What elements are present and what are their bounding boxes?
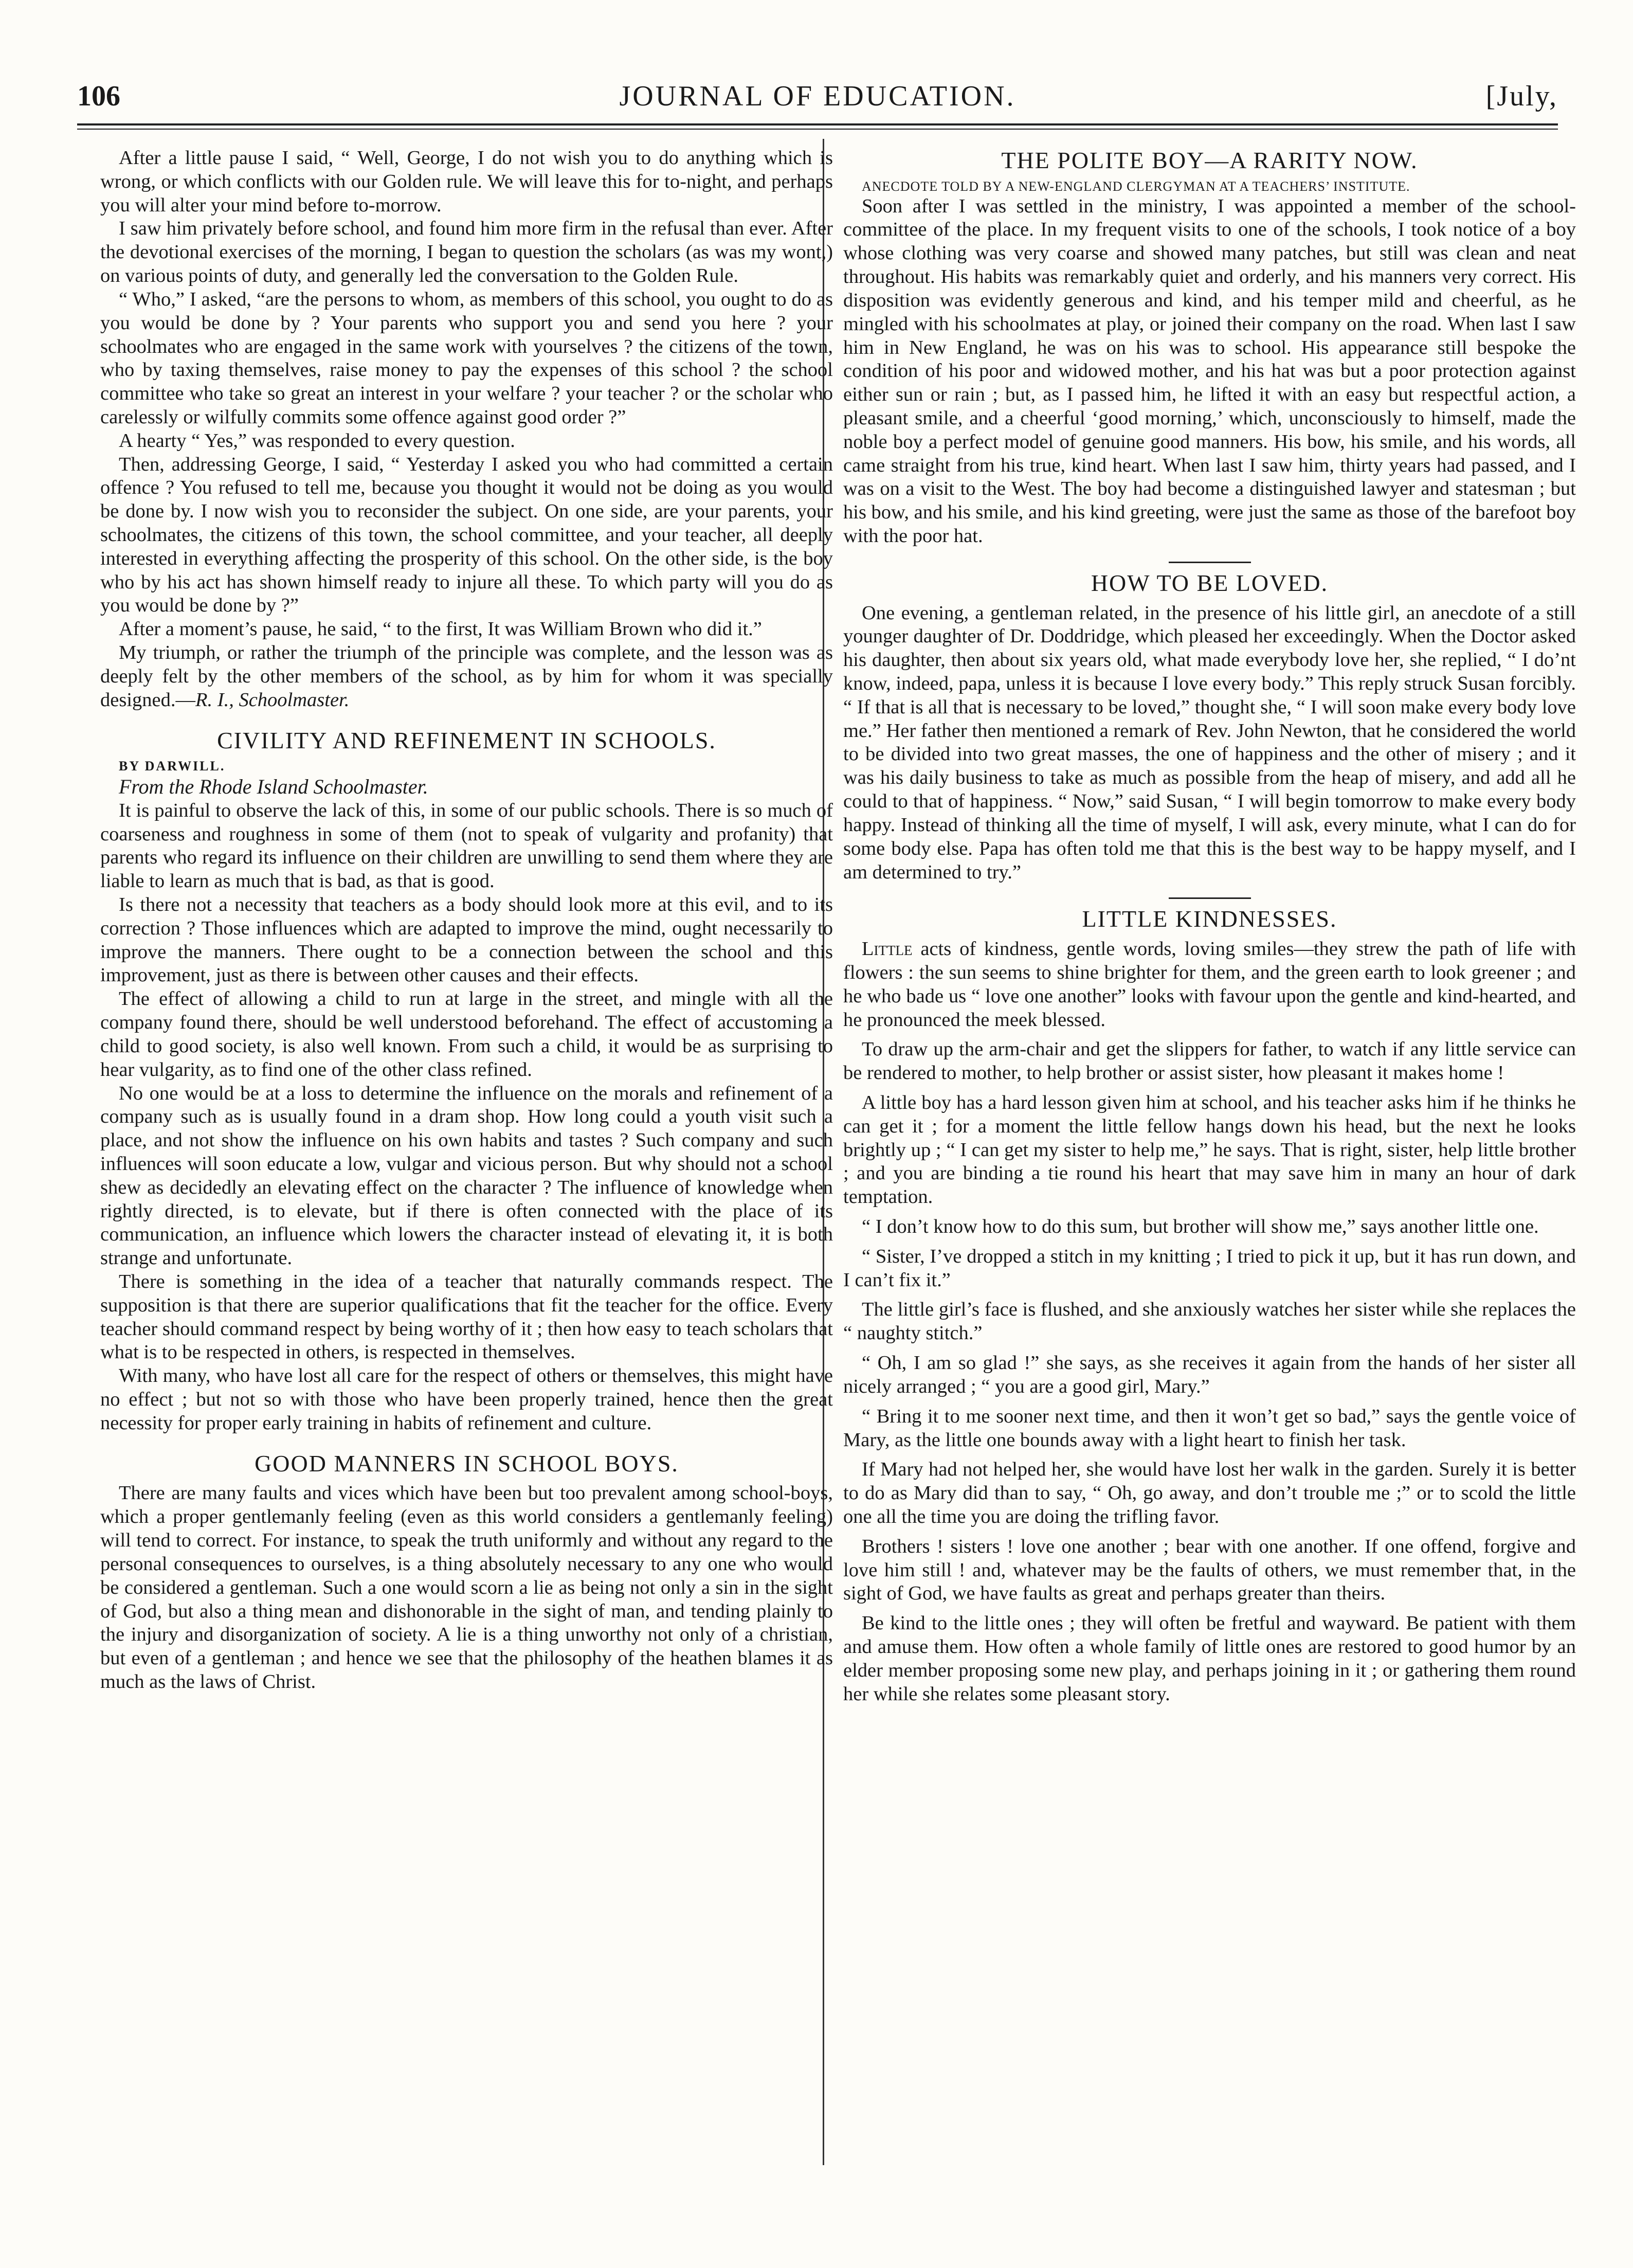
article-title: HOW TO BE LOVED. [1091, 569, 1329, 596]
section-rule [1169, 562, 1251, 563]
header-month: [July, [1485, 80, 1558, 112]
article-paragraph: The effect of allowing a child to run at large in the street, and mingle with all the company found there, should be well understood beforehand. The effect of accustoming a child to good society, is also well known. From such a child, it would be as surprising to hear vulgarity, as to find one of the other class refined. [100, 988, 833, 1081]
article-paragraph: “ Oh, I am so glad !” she says, as she receives it again from the hands of her sister all nicely arranged ; “ you are a good girl, Mary.” [843, 1352, 1576, 1397]
article-paragraph: Be kind to the little ones ; they will often be fretful and wayward. Be patient with them and amuse them. How often a whole family of little ones are restored to good humor by an elder member proposing some new play, and perhaps joining in it ; or gathering them round her while she relates some pleasant story. [843, 1612, 1576, 1705]
article-paragraph: “ I don’t know how to do this sum, but brother will show me,” says another little one. [862, 1216, 1539, 1238]
story-paragraph: “ Who,” I asked, “are the persons to whom, as members of this school, you ought to do as you would be done by ? Your parents who support you and send you here ? your schoolmates who are engaged in the same work with yourselves ? the citizens of the town, who by taxing themselves, raise money to pay the expenses of this school ? the school committee who take so great an interest in your welfare ? your teacher ? or the scholar who carelessly or wilfully commits some offence against good order ?” [100, 288, 833, 428]
section-rule [1169, 897, 1251, 899]
story-continuation [100, 147, 833, 712]
article-paragraph: “ Sister, I’ve dropped a stitch in my knitting ; I tried to pick it up, but it has run down, and I can’t fix it.” [843, 1245, 1576, 1291]
header-rule-thin [77, 129, 1558, 130]
lead-paragraph-text: acts of kindness, gentle words, loving smiles—they strew the path of life with flowers : the sun seems to shine brighter for them, and the green earth to look greener ; and he who bade us “ love one another” looks with favour upon the gentle and kind-hearted, and he pronounced the meek blessed. [843, 938, 1576, 1031]
story-signature: R. I., Schoolmaster. [195, 689, 350, 711]
story-paragraph: I saw him privately before school, and found him more firm in the refusal than ever. After the devotional exercises of the morning, I began to question the scholars (as was my wont,) on various points of duty, and generally led the conversation to the Golden Rule. [100, 218, 833, 287]
article-title: GOOD MANNERS IN SCHOOL BOYS. [255, 1450, 679, 1477]
article-paragraph: Brothers ! sisters ! love one another ; bear with one another. If one offend, forgive and love him still ! and, whatever may be the faults of others, we must remember that, in the sight of God, we have faults as great and perhaps greater than theirs. [843, 1535, 1576, 1605]
story-paragraph: A hearty “ Yes,” was responded to every question. [119, 429, 515, 452]
article-paragraph: It is painful to observe the lack of this, in some of our public schools. There is so much of coarseness and roughness in some of them (not to speak of vulgarity and profanity) that parents who regard its influence on their children are unwilling to send them where they are liable to learn as much that is bad, as that is good. [100, 799, 833, 892]
article-paragraph: To draw up the arm-chair and get the slippers for father, to watch if any little service can be rendered to mother, to help brother or assist sister, how pleasant it makes home ! [843, 1038, 1576, 1084]
article-paragraph: There are many faults and vices which have been but too prevalent among school-boys, which a proper gentlemanly feeling (even as this world considers a gentlemanly feeling) will tend to correct. For instance, to speak the truth uniformly and without any regard to the personal consequences to ourselves, is a thing absolutely necessary to any one who would be considered a gentleman. Such a one would scorn a lie as being not only a sin in the sight of God, but also a thing mean and dishonorable in the sight of man, and tending plainly to the injury and disorganization of society. A lie is a thing unworthy not only of a christian, but even of a gentleman ; and hence we see that the philosophy of the heathen blames it as much as the laws of Christ. [100, 1482, 833, 1693]
article-byline: BY DARWILL. [119, 759, 226, 774]
article-paragraph: “ Bring it to me sooner next time, and then it won’t get so bad,” says the gentle voice of Mary, as the little one bounds away with a light heart to finish her task. [843, 1405, 1576, 1451]
article-paragraph: If Mary had not helped her, she would have lost her walk in the garden. Surely it is better to do as Mary did than to say, “ Oh, go away, and don’t trouble me ;” or to scold the little one all the time you are doing the trifling favor. [843, 1459, 1576, 1527]
running-header [77, 77, 1558, 123]
article-paragraph: Is there not a necessity that teachers as a body should look more at this evil, and to its correction ? Those influences which are adapted to improve the mind, ought necessarily to improve the manners. There ought to be a connection between the school and this improvement, just as there is between other causes and their effects. [100, 894, 833, 986]
article-title: CIVILITY AND REFINEMENT IN SCHOOLS. [217, 727, 716, 753]
right-column [843, 147, 1576, 2163]
story-paragraph: After a moment’s pause, he said, “ to the first, It was William Brown who did it.” [119, 618, 762, 640]
article-how-to-be-loved [843, 569, 1576, 884]
journal-title: JOURNAL OF EDUCATION. [619, 80, 1016, 112]
article-paragraph: There is something in the idea of a teacher that naturally commands respect. The supposition is that there are superior qualifications that fit the teacher for the office. Every teacher should command respect by being worthy of it ; then how easy to teach scholars that what is to be respected in others, is respected in themselves. [100, 1271, 833, 1363]
article-civility [100, 727, 833, 1435]
article-good-manners [100, 1450, 833, 1694]
story-paragraph: After a little pause I said, “ Well, George, I do not wish you to do anything which is wrong, or which conflicts with our Golden rule. We will leave this for to-night, and perhaps you will alter your mind before to-morrow. [100, 147, 833, 216]
article-paragraph: With many, who have lost all care for the respect of others or themselves, this might have no effect ; but not so with those who have been properly trained, hence then the great necessity for proper early training in habits of refinement and culture. [100, 1365, 833, 1434]
page-number: 106 [77, 80, 120, 112]
story-paragraph: Then, addressing George, I said, “ Yesterday I asked you who had committed a certain offence ? You refused to tell me, because you thought it would not be doing as you would be done by. I now wish you to reconsider the subject. On one side, are your parents, your schoolmates, the citizens of this town, the school committee, and your teacher, all deeply interested in everything affecting the prosperity of this school. On the other side, is the boy who by his act has shown himself ready to injure all these. To which party will you do as you would be done by ?” [100, 453, 833, 617]
article-paragraph: No one would be at a loss to determine the influence on the morals and refinement of a company such as is usually found in a dram shop. How long could a youth visit such a place, and not show the influence on his own habits and tastes ? Such company and such influences will soon educate a low, vulgar and vicious person. But why should not a school shew as decidedly an elevating effect on the character ? The influence of knowledge when rightly directed, is to elevate, but if there is often connected with the place of its communication, an influence which lowers the character instead of elevating it, it is both strange and unfortunate. [100, 1082, 833, 1269]
article-little-kindnesses [843, 905, 1576, 1706]
article-title: LITTLE KINDNESSES. [1082, 906, 1337, 932]
article-paragraph [843, 938, 1576, 1032]
article-paragraph: One evening, a gentleman related, in the presence of his little girl, an anecdote of a still younger daughter of Dr. Doddridge, which pleased her exceedingly. When the Doctor asked his daughter, then about six years old, what made everybody love her, she replied, “ I do’nt know, indeed, papa, unless it is because I love every body.” This reply struck Susan forcibly. “ If that is all that is necessary to be loved,” thought she, “ I will soon make every body love me.” Her father then mentioned a remark of Rev. John Newton, that he considered the world to be divided into two great masses, the one of happiness and the other of misery ; and it was his daily business to take as much as possible from the heap of misery, and add all he could to that of happiness. “ Now,” said Susan, “ I will begin tomorrow to make every body happy. Instead of thinking all the time of myself, I will ask, every minute, what I can do for some body else. Papa has often told me that this is the best way to be happy myself, and I am determined to try.” [843, 602, 1576, 883]
article-paragraph: The little girl’s face is flushed, and she anxiously watches her sister while she replaces the “ naughty stitch.” [843, 1299, 1576, 1344]
article-title: THE POLITE BOY—A RARITY NOW. [1001, 147, 1418, 173]
story-final-text: My triumph, or rather the triumph of the principle was complete, and the lesson was as deeply felt by the other members of the school, as by him for whom it was specially designed.— [100, 642, 833, 711]
left-column [100, 147, 833, 2163]
lead-word: Little [862, 938, 913, 960]
article-polite-boy [843, 147, 1576, 548]
article-subtitle: ANECDOTE TOLD BY A NEW-ENGLAND CLERGYMAN AT A TEACHERS’ INSTITUTE. [862, 178, 1410, 194]
article-paragraph: Soon after I was settled in the ministry, I was appointed a member of the school-committee of the place. In my frequent visits to one of the schools, I took notice of a boy whose clothing was very coarse and showed many patches, but still was clean and neat throughout. His habits was remarkably quiet and orderly, and his manners very correct. His disposition was evidently generous and kind, and his temper mild and cheerful, as he mingled with his schoolmates at play, or joined their company on the road. When last I saw him in New England, he was on his was to school. His appearance still bespoke the condition of his poor and widowed mother, and his hat was but a poor protection against either sun or rain ; but, as I passed him, he lifted it with an easy but respectful action, a pleasant smile, and a cheerful ‘good morning,’ which, unconsciously to himself, made the noble boy a perfect model of genuine good manners. His bow, his smile, and his words, all came straight from his true, kind heart. When last I saw him, thirty years had passed, and I was on a visit to the West. The boy had become a distinguished lawyer and statesman ; but his bow, and his smile, and his kind greeting, were just the same as those of the barefoot boy with the poor hat. [843, 195, 1576, 547]
header-rule [77, 123, 1558, 125]
article-paragraph: A little boy has a hard lesson given him at school, and his teacher asks him if he thinks he can get it ; for a moment the little fellow hangs down his head, but the next he looks brightly up ; “ I can get my sister to help me,” he says. That is right, sister, help little brother ; and you are binding a tie round his heart that may save him in many an hour of dark temptation. [843, 1091, 1576, 1208]
article-source: From the Rhode Island Schoolmaster. [119, 775, 428, 799]
story-paragraph-final [100, 641, 833, 712]
